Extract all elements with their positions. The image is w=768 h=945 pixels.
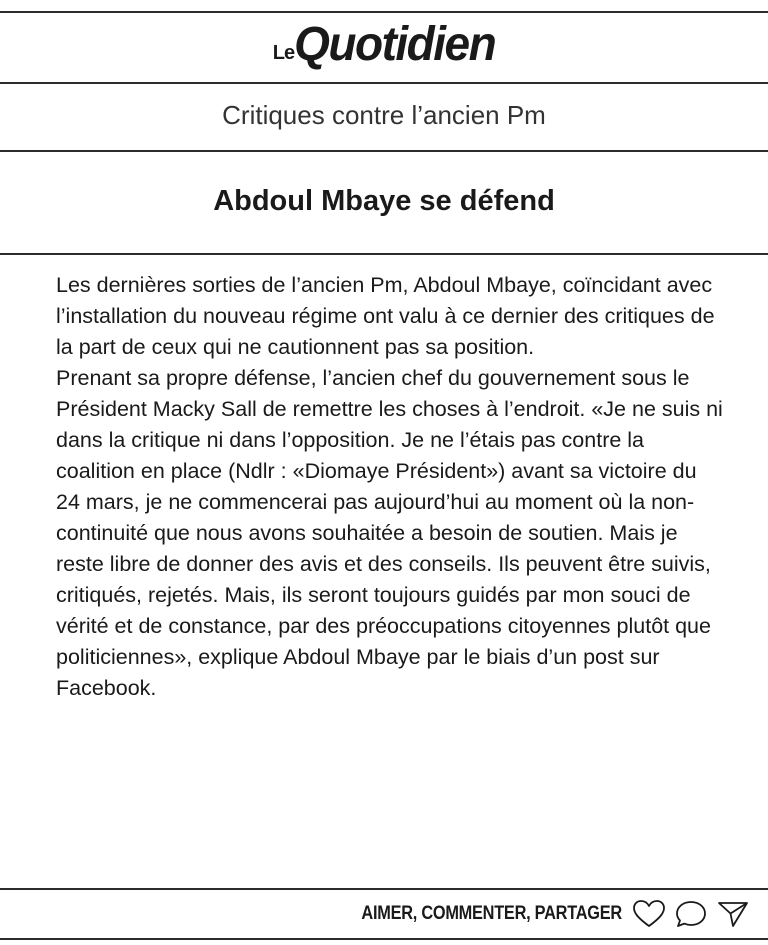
article-paragraph: Les dernières sorties de l’ancien Pm, Abdoul Mbaye, coïncidant avec l’installation du nouveau régime ont valu à ce dernier des critiques de la part de ceux qui ne cautionnent pas sa position.	[56, 273, 715, 359]
heart-icon[interactable]	[632, 899, 666, 929]
article-kicker: Critiques contre l’ancien Pm	[222, 100, 546, 130]
article-headline: Abdoul Mbaye se défend	[213, 185, 555, 217]
logo-prefix: Le	[272, 42, 295, 64]
article-paragraph: Prenant sa propre défense, l’ancien chef du gouvernement sous le Président Macky Sall de remettre les choses à l’endroit. «Je ne suis ni dans la critique ni dans l’opposition. Je ne l’étais pas contre la coalition en place (Ndlr : «Diomaye Président») avant sa victoire du 24 mars, je ne commencerai pas aujourd’hui au moment où la non-continuité que nous avons souhaitée a besoin de soutien. Mais je reste libre de donner des avis et des conseils. Ils peuvent être suivis, critiqués, rejetés. Mais, ils seront toujours guidés par mon souci de vérité et de constance, par des préoccupations citoyennes plutôt que politiciennes», explique Abdoul Mbaye par le biais d’un post sur Facebook.	[56, 366, 723, 700]
bottom-rule	[0, 938, 768, 940]
kicker-rule	[0, 150, 768, 152]
article-body	[56, 270, 726, 704]
logo-name: Quotidien	[294, 15, 496, 71]
footer-top-rule	[0, 888, 768, 890]
share-icon[interactable]	[716, 899, 750, 929]
comment-icon[interactable]	[674, 899, 708, 929]
headline-rule	[0, 253, 768, 255]
masthead-logo	[0, 16, 768, 70]
masthead-rule	[0, 82, 768, 84]
top-rule	[0, 11, 768, 13]
social-actions-label: AIMER, COMMENTER, PARTAGER	[361, 903, 622, 924]
social-actions-bar	[319, 896, 750, 932]
